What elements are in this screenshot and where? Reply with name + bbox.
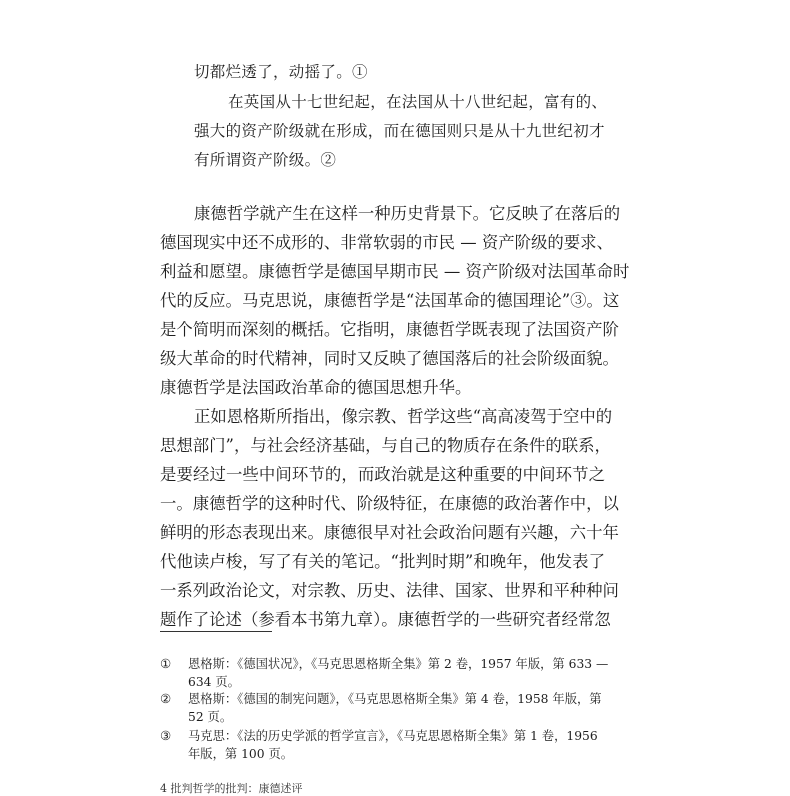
footnote-text: 52 页。 [188, 710, 233, 724]
footnote-marker: ② [160, 692, 172, 706]
paragraph-line: 题作了论述（参看本书第九章）。康德哲学的一些研究者经常忽 [160, 610, 611, 629]
quote-line: 有所谓资产阶级。② [194, 151, 337, 169]
paragraph-line: 一系列政治论文，对宗教、历史、法律、国家、世界和平种种问 [160, 581, 619, 600]
paragraph-line: 德国现实中还不成形的、非常软弱的市民 — 资产阶级的要求、 [160, 233, 613, 252]
paragraph-line: 级大革命的时代精神，同时又反映了德国落后的社会阶级面貌。 [160, 349, 619, 368]
running-footer: 4 批判哲学的批判：康德述评 [160, 782, 303, 795]
quote-line: 在英国从十七世纪起，在法国从十八世纪起，富有的、 [228, 93, 608, 111]
footnote-text: 年版，第 100 页。 [188, 747, 294, 761]
paragraph-line: 鲜明的形态表现出来。康德很早对社会政治问题有兴趣，六十年 [160, 523, 619, 542]
paragraph-line: 代的反应。马克思说，康德哲学是“法国革命的德国理论”③。这 [160, 291, 620, 310]
footnote-marker: ③ [160, 729, 172, 743]
quote-line: 强大的资产阶级就在形成，而在德国则只是从十九世纪初才 [194, 122, 605, 140]
footnote-marker: ① [160, 657, 172, 671]
paragraph-line: 代他读卢梭，写了有关的笔记。“批判时期”和晚年，他发表了 [160, 552, 605, 571]
quote-line: 切都烂透了，动摇了。① [194, 63, 368, 81]
footnote-text: 恩格斯：《德国的制宪问题》，《马克思恩格斯全集》第 4 卷，1958 年版，第 [188, 692, 602, 706]
paragraph-line: 是个简明而深刻的概括。它指明，康德哲学既表现了法国资产阶 [160, 320, 619, 339]
paragraph-line: 一。康德哲学的这种时代、阶级特征，在康德的政治著作中，以 [160, 494, 619, 513]
paragraph-line: 是要经过一些中间环节的，而政治就是这种重要的中间环节之 [160, 465, 605, 484]
paragraph-line: 康德哲学就产生在这样一种历史背景下。它反映了在落后的 [194, 204, 621, 223]
paragraph-line: 思想部门”，与社会经济基础，与自己的物质存在条件的联系， [160, 436, 611, 455]
footnote-divider [160, 631, 272, 632]
paragraph-line: 康德哲学是法国政治革命的德国思想升华。 [160, 378, 472, 397]
footnote-text: 634 页。 [188, 675, 240, 689]
paragraph-line: 利益和愿望。康德哲学是德国早期市民 — 资产阶级对法国革命时 [160, 262, 630, 281]
footnote-text: 马克思：《法的历史学派的哲学宣言》，《马克思恩格斯全集》第 1 卷，1956 [188, 729, 598, 743]
paragraph-line: 正如恩格斯所指出，像宗教、哲学这些“高高凌驾于空中的 [194, 407, 613, 426]
footnote-text: 恩格斯：《德国状况》，《马克思恩格斯全集》第 2 卷，1957 年版，第 633 — [188, 657, 609, 671]
